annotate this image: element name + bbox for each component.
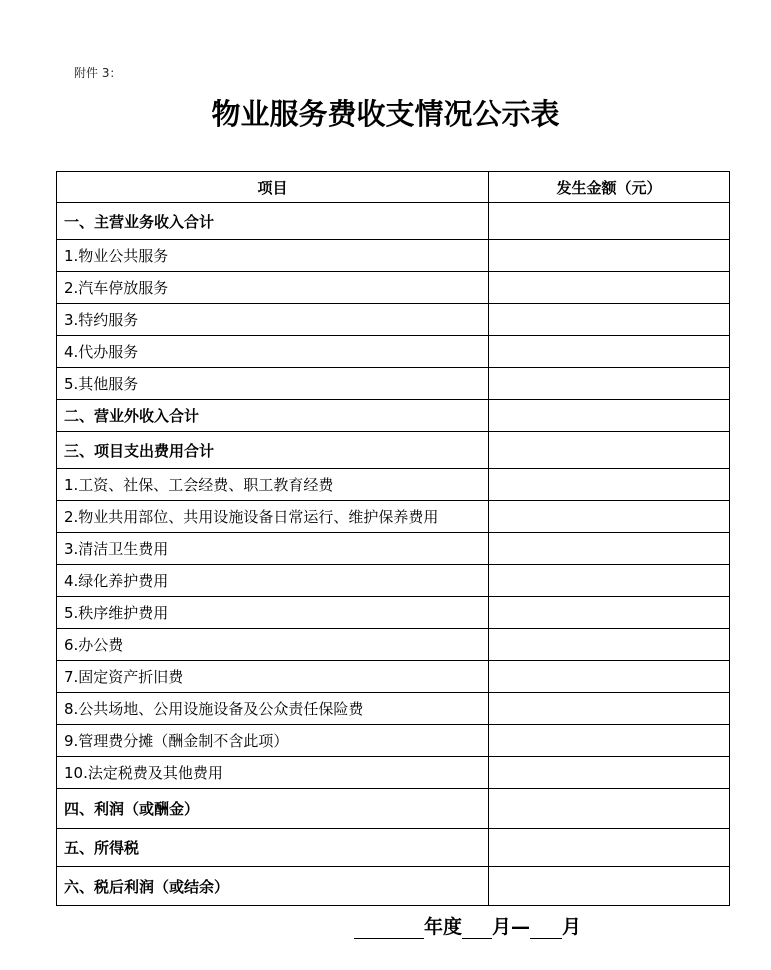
row-item-label: 一、主营业务收入合计 bbox=[57, 203, 489, 240]
table-row bbox=[57, 661, 730, 693]
table-row bbox=[57, 240, 730, 272]
row-item-label: 三、项目支出费用合计 bbox=[57, 432, 489, 469]
row-amount-cell[interactable] bbox=[489, 757, 730, 789]
table-row bbox=[57, 533, 730, 565]
row-item-label: 2.汽车停放服务 bbox=[57, 272, 489, 304]
row-item-label: 3.清洁卫生费用 bbox=[57, 533, 489, 565]
month-to-blank[interactable] bbox=[530, 918, 562, 939]
year-blank[interactable] bbox=[354, 918, 424, 939]
month-to-label: 月 bbox=[562, 916, 582, 938]
attachment-label: 附件 3： bbox=[74, 66, 122, 80]
table-row bbox=[57, 400, 730, 432]
row-amount-cell[interactable] bbox=[489, 597, 730, 629]
table-row bbox=[57, 272, 730, 304]
column-header-amount: 发生金额（元） bbox=[489, 172, 730, 203]
table-row bbox=[57, 336, 730, 368]
table-row bbox=[57, 565, 730, 597]
table-row bbox=[57, 304, 730, 336]
row-item-label: 六、税后利润（或结余） bbox=[57, 867, 489, 906]
row-item-label: 5.其他服务 bbox=[57, 368, 489, 400]
row-item-label: 1.工资、社保、工会经费、职工教育经费 bbox=[57, 469, 489, 501]
row-amount-cell[interactable] bbox=[489, 725, 730, 757]
row-item-label: 8.公共场地、公用设施设备及公众责任保险费 bbox=[57, 693, 489, 725]
period-line bbox=[354, 912, 581, 939]
table-row bbox=[57, 789, 730, 829]
row-item-label: 7.固定资产折旧费 bbox=[57, 661, 489, 693]
column-header-item: 项目 bbox=[57, 172, 489, 203]
income-expense-table bbox=[56, 171, 730, 906]
row-item-label: 2.物业共用部位、共用设施设备日常运行、维护保养费用 bbox=[57, 501, 489, 533]
table-row bbox=[57, 501, 730, 533]
row-amount-cell[interactable] bbox=[489, 867, 730, 906]
row-item-label: 10.法定税费及其他费用 bbox=[57, 757, 489, 789]
row-amount-cell[interactable] bbox=[489, 501, 730, 533]
row-amount-cell[interactable] bbox=[489, 565, 730, 597]
year-label: 年度 bbox=[424, 916, 463, 938]
table-row bbox=[57, 725, 730, 757]
row-amount-cell[interactable] bbox=[489, 400, 730, 432]
page-title: 物业服务费收支情况公示表 bbox=[211, 97, 560, 131]
row-amount-cell[interactable] bbox=[489, 789, 730, 829]
row-amount-cell[interactable] bbox=[489, 533, 730, 565]
row-item-label: 3.特约服务 bbox=[57, 304, 489, 336]
row-amount-cell[interactable] bbox=[489, 240, 730, 272]
row-item-label: 4.代办服务 bbox=[57, 336, 489, 368]
row-amount-cell[interactable] bbox=[489, 272, 730, 304]
table-row bbox=[57, 629, 730, 661]
row-amount-cell[interactable] bbox=[489, 693, 730, 725]
row-item-label: 四、利润（或酬金） bbox=[57, 789, 489, 829]
table-row bbox=[57, 203, 730, 240]
row-amount-cell[interactable] bbox=[489, 629, 730, 661]
table-row bbox=[57, 469, 730, 501]
table-row bbox=[57, 757, 730, 789]
month-from-label: 月— bbox=[492, 916, 531, 938]
row-item-label: 6.办公费 bbox=[57, 629, 489, 661]
row-amount-cell[interactable] bbox=[489, 469, 730, 501]
table-row bbox=[57, 432, 730, 469]
table-row bbox=[57, 867, 730, 906]
row-amount-cell[interactable] bbox=[489, 432, 730, 469]
row-item-label: 9.管理费分摊（酬金制不含此项） bbox=[57, 725, 489, 757]
row-amount-cell[interactable] bbox=[489, 336, 730, 368]
row-amount-cell[interactable] bbox=[489, 829, 730, 867]
row-amount-cell[interactable] bbox=[489, 368, 730, 400]
table-header-row bbox=[57, 172, 730, 203]
row-item-label: 二、营业外收入合计 bbox=[57, 400, 489, 432]
table-row bbox=[57, 829, 730, 867]
table-row bbox=[57, 693, 730, 725]
row-item-label: 4.绿化养护费用 bbox=[57, 565, 489, 597]
row-amount-cell[interactable] bbox=[489, 203, 730, 240]
row-amount-cell[interactable] bbox=[489, 304, 730, 336]
table-row bbox=[57, 368, 730, 400]
row-item-label: 1.物业公共服务 bbox=[57, 240, 489, 272]
row-amount-cell[interactable] bbox=[489, 661, 730, 693]
month-from-blank[interactable] bbox=[462, 918, 492, 939]
table-row bbox=[57, 597, 730, 629]
row-item-label: 五、所得税 bbox=[57, 829, 489, 867]
row-item-label: 5.秩序维护费用 bbox=[57, 597, 489, 629]
